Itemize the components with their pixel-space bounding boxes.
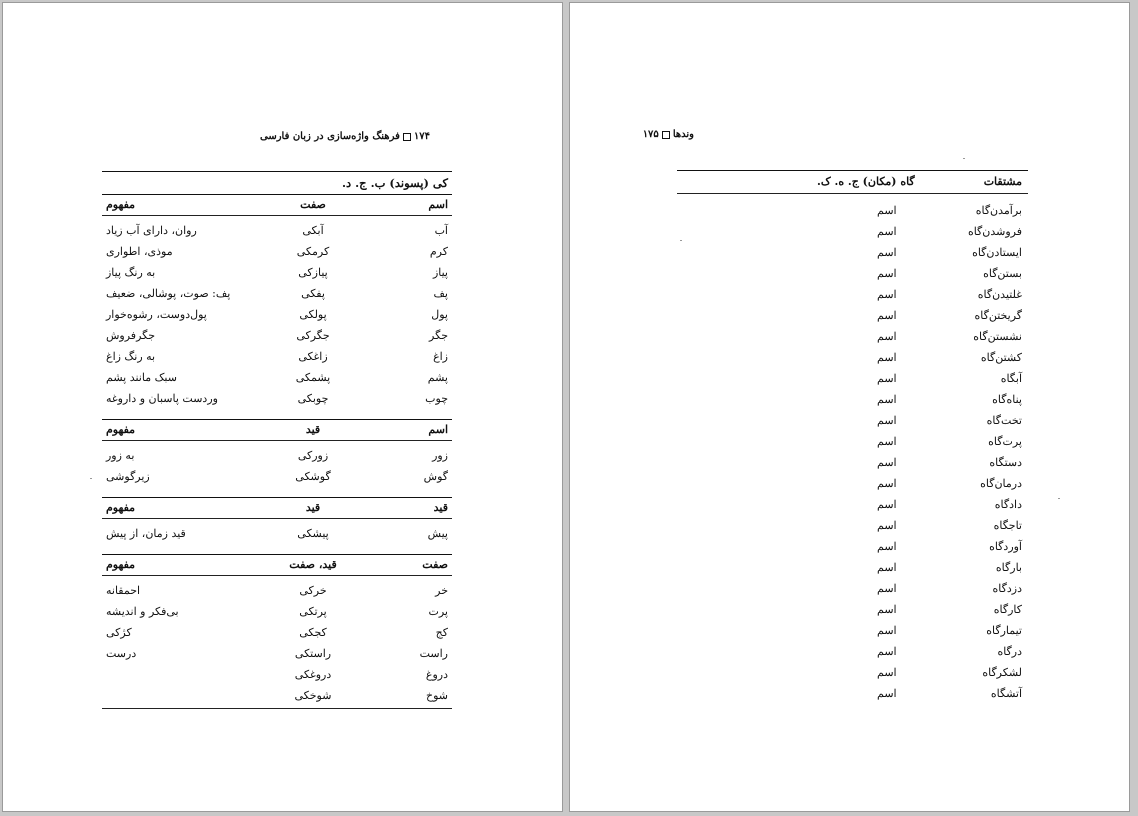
table-cell: گوشکی (295, 470, 331, 483)
chapter-title: وندها (672, 129, 694, 140)
table-row (677, 389, 1028, 410)
table-cell: زورکی (297, 449, 329, 462)
table-row (102, 262, 452, 283)
table-row (677, 620, 1028, 641)
table-cell: سبک مانند پشم (106, 371, 177, 384)
table-row (102, 367, 452, 388)
table-row (102, 466, 452, 487)
table-cell: پول‌دوست، رشوه‌خوار (106, 308, 207, 321)
column-header: گاه (مکان) ج. ه. ک. (817, 175, 915, 188)
table-title: کی (پسوند) ب. ج. د. (342, 176, 448, 190)
scan-speck (1058, 498, 1060, 499)
derived-word: تاجگاه (993, 519, 1022, 532)
table-cell: گوش (423, 470, 448, 483)
column-header: صفت (300, 198, 326, 211)
table-cell: راست (419, 647, 448, 660)
left-page-header (260, 131, 430, 142)
table-cell: چوب (425, 392, 448, 405)
table-row (102, 283, 452, 304)
word-type: اسم (877, 666, 897, 679)
derived-word: بارگاه (995, 561, 1022, 574)
table-cell: پرتکی (299, 605, 327, 618)
derived-word: فروشدن‌گاه (967, 225, 1022, 238)
derived-word: پرت‌گاه (988, 435, 1022, 448)
table-row (677, 263, 1028, 284)
table-cell: قید زمان، از پیش (106, 527, 186, 540)
table-cell: زیرگوشی (106, 470, 150, 483)
table-cell: درست (106, 647, 137, 660)
table-cell: پیاز (432, 266, 448, 279)
table-cell: آبکی (302, 224, 324, 237)
column-header: صفت (422, 558, 448, 571)
column-header: اسم (428, 198, 448, 211)
table-body (677, 200, 1028, 704)
table-cell: دروغکی (294, 668, 332, 681)
suffix-gah-table (677, 170, 1028, 704)
word-type: اسم (877, 561, 897, 574)
table-cell: دروغ (425, 668, 448, 681)
page-number: ۱۷۴ (413, 131, 430, 142)
table-row (677, 347, 1028, 368)
table-cell: پول (431, 308, 448, 321)
column-header: مفهوم (106, 501, 136, 514)
word-type: اسم (877, 225, 897, 238)
derived-word: گریختن‌گاه (974, 309, 1022, 322)
table-cell: خرکی (299, 584, 327, 597)
table-row (677, 578, 1028, 599)
word-type: اسم (877, 603, 897, 616)
table-row (102, 346, 452, 367)
table-row (102, 664, 452, 685)
table-row (102, 580, 452, 601)
table-cell: پیازکی (298, 266, 328, 279)
table-row (102, 622, 452, 643)
table-row (677, 221, 1028, 242)
table-cell (102, 685, 258, 706)
table-cell: پشمکی (295, 371, 331, 384)
derived-word: لشکرگاه (982, 666, 1022, 679)
table-cell: جگر (429, 329, 448, 342)
section-header-row (102, 420, 452, 440)
table-cell: وردست پاسبان و داروغه (106, 392, 218, 405)
column-header: قید (305, 423, 321, 436)
derived-word: آوردگاه (989, 540, 1022, 553)
table-cell: زاغکی (298, 350, 328, 363)
table-row (677, 368, 1028, 389)
table-header-rule (677, 193, 1028, 194)
column-header: مفهوم (106, 423, 136, 436)
scan-speck (963, 158, 965, 159)
word-type: اسم (877, 309, 897, 322)
column-header: مفهوم (106, 198, 136, 211)
table-row (102, 685, 452, 706)
word-type: اسم (877, 645, 897, 658)
table-cell: کژکی (106, 626, 132, 639)
column-header: قید (305, 501, 321, 514)
page-number: ۱۷۵ (642, 129, 659, 140)
word-type: اسم (877, 435, 897, 448)
word-type: اسم (877, 267, 897, 280)
derived-word: دزدگاه (992, 582, 1022, 595)
derived-word: پناه‌گاه (992, 393, 1022, 406)
table-cell: کجکی (299, 626, 327, 639)
derived-word: بستن‌گاه (983, 267, 1022, 280)
table-cell: چوبکی (297, 392, 329, 405)
derived-word: غلتیدن‌گاه (977, 288, 1022, 301)
word-type: اسم (877, 540, 897, 553)
table-cell: پرت (428, 605, 448, 618)
table-row (677, 473, 1028, 494)
table-row (102, 220, 452, 241)
table-cell: احمقانه (106, 584, 141, 597)
table-row (677, 284, 1028, 305)
right-page-header (643, 129, 694, 140)
derived-word: ایستادن‌گاه (972, 246, 1022, 259)
table-cell: به رنگ زاغ (106, 350, 156, 363)
column-header: قید، صفت (289, 558, 337, 571)
table-row (677, 557, 1028, 578)
column-header: مشتقات (983, 175, 1022, 188)
table-cell: جگرکی (296, 329, 330, 342)
table-row (677, 641, 1028, 662)
table-cell: زاغ (433, 350, 448, 363)
derived-word: آتشگاه (990, 687, 1022, 700)
table-cell: بی‌فکر و اندیشه (106, 605, 179, 618)
derived-word: برآمدن‌گاه (975, 204, 1022, 217)
table-cell: کرمکی (296, 245, 330, 258)
section-header-row (102, 195, 452, 215)
table-bottom-rule (102, 708, 452, 709)
section-header-row (102, 555, 452, 575)
table-cell: زور (432, 449, 448, 462)
scan-speck (90, 478, 92, 479)
table-row (102, 325, 452, 346)
suffix-ki-table (102, 171, 452, 709)
table-row (677, 242, 1028, 263)
table-cell: پشم (427, 371, 448, 384)
derived-word: تخت‌گاه (986, 414, 1022, 427)
table-cell: پفکی (301, 287, 325, 300)
word-type: اسم (877, 330, 897, 343)
table-cell: راستکی (294, 647, 332, 660)
table-row (677, 326, 1028, 347)
table-cell: پف: صوت، پوشالی، ضعیف (106, 287, 231, 300)
table-row (102, 445, 452, 466)
column-header: قید (433, 501, 448, 514)
column-header: مفهوم (106, 558, 136, 571)
table-row (677, 305, 1028, 326)
column-header: اسم (428, 423, 448, 436)
word-type: اسم (877, 477, 897, 490)
table-cell: روان، دارای آب زیاد (106, 224, 197, 237)
word-type: اسم (877, 351, 897, 364)
table-row (102, 643, 452, 664)
table-cell: کج (435, 626, 448, 639)
table-row (677, 683, 1028, 704)
table-cell: موذی، اطواری (106, 245, 173, 258)
table-cell: پف (433, 287, 448, 300)
table-cell (102, 664, 258, 685)
derived-word: درگاه (997, 645, 1022, 658)
word-type: اسم (877, 624, 897, 637)
word-type: اسم (877, 582, 897, 595)
table-row (102, 241, 452, 262)
derived-word: دادگاه (994, 498, 1022, 511)
table-row (677, 200, 1028, 221)
word-type: اسم (877, 519, 897, 532)
word-type: اسم (877, 372, 897, 385)
word-type: اسم (877, 204, 897, 217)
section-gap (102, 409, 452, 419)
derived-word: نشستن‌گاه (973, 330, 1022, 343)
word-type: اسم (877, 414, 897, 427)
table-cell: پیش (427, 527, 448, 540)
section-gap (102, 487, 452, 497)
table-row (677, 536, 1028, 557)
word-type: اسم (877, 456, 897, 469)
table-row (677, 515, 1028, 536)
table-cell: آب (434, 224, 448, 237)
derived-word: تیمارگاه (986, 624, 1022, 637)
derived-word: آبگاه (1000, 372, 1022, 385)
word-type: اسم (877, 498, 897, 511)
table-row (677, 599, 1028, 620)
derived-word: دستگاه (989, 456, 1022, 469)
table-cell: به رنگ پیاز (106, 266, 156, 279)
table-cell: کرم (429, 245, 448, 258)
header-box-icon (662, 131, 670, 139)
word-type: اسم (877, 246, 897, 259)
table-cell: شوخکی (294, 689, 332, 702)
table-row (677, 452, 1028, 473)
table-row (677, 494, 1028, 515)
derived-word: درمان‌گاه (980, 477, 1022, 490)
table-row (102, 523, 452, 544)
table-row (677, 410, 1028, 431)
word-type: اسم (877, 393, 897, 406)
header-box-icon (403, 133, 411, 141)
table-cell: جگرفروش (106, 329, 156, 342)
book-title: فرهنگ واژه‌سازی در زبان فارسی (259, 131, 400, 142)
table-cell: پولکی (299, 308, 327, 321)
table-cell: شوخ (426, 689, 448, 702)
table-row (102, 304, 452, 325)
table-cell: خر (435, 584, 448, 597)
scan-speck (680, 240, 682, 241)
word-type: اسم (877, 687, 897, 700)
table-header-row (677, 171, 1028, 193)
table-cell: به زور (106, 449, 135, 462)
derived-word: کشتن‌گاه (980, 351, 1022, 364)
table-row (677, 431, 1028, 452)
table-cell: پیشکی (297, 527, 329, 540)
section-header-row (102, 498, 452, 518)
table-row (102, 601, 452, 622)
section-gap (102, 544, 452, 554)
word-type: اسم (877, 288, 897, 301)
table-row (677, 662, 1028, 683)
derived-word: کارگاه (993, 603, 1022, 616)
table-row (102, 388, 452, 409)
